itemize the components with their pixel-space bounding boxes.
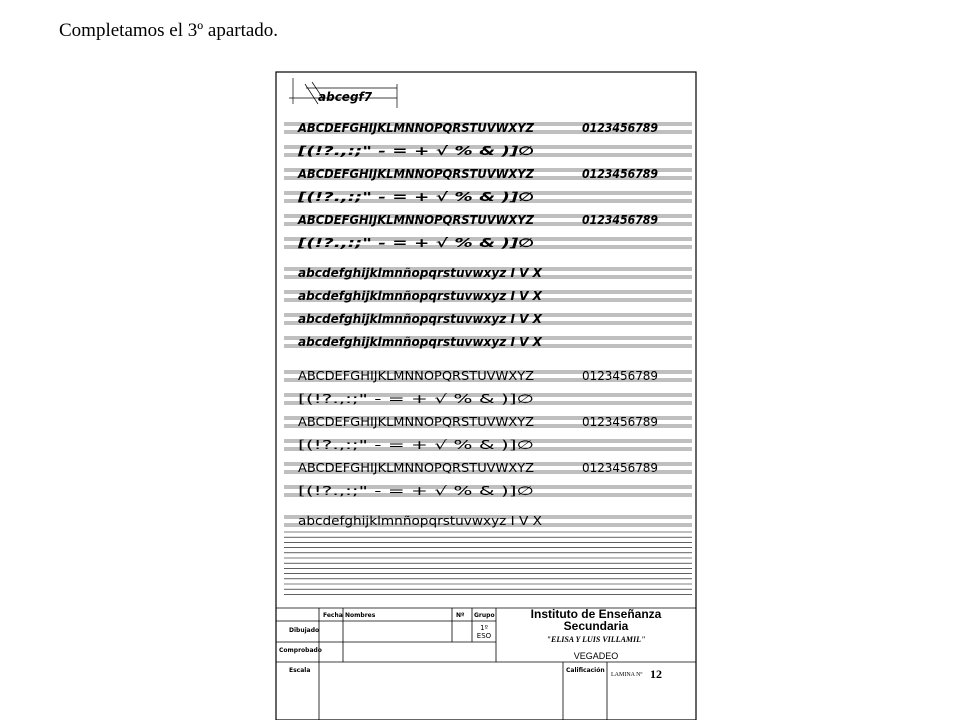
col-fecha-label: Fecha xyxy=(323,612,343,619)
col-grupo-label: Grupo xyxy=(474,612,495,619)
practice-letters: ABCDEFGHIJKLMNNOPQRSTUVWXYZ xyxy=(298,369,534,383)
practice-letters: ABCDEFGHIJKLMNNOPQRSTUVWXYZ xyxy=(298,461,534,475)
practice-letters: ABCDEFGHIJKLMNNOPQRSTUVWXYZ xyxy=(298,415,534,429)
header-sample-text: abcegf7 xyxy=(318,90,373,104)
school-name: "ELISA Y LUIS VILLAMIL" xyxy=(546,635,646,644)
col-no-label: Nº xyxy=(456,612,465,619)
practice-letters: [(!?.,:;" - = + √ % & )]∅ xyxy=(298,438,534,452)
school-line1: Instituto de Enseñanza xyxy=(530,607,662,621)
school-line2: Secundaria xyxy=(563,619,629,633)
practice-digits: 0123456789 xyxy=(582,369,658,383)
practice-letters: abcdefghijklmnñopqrstuvwxyz I V X xyxy=(298,266,543,280)
practice-digits: 0123456789 xyxy=(582,121,658,135)
practice-letters: [(!?.,:;" - = + √ % & )]∅ xyxy=(296,144,534,158)
practice-digits: 0123456789 xyxy=(582,415,658,429)
practice-digits: 0123456789 xyxy=(582,213,658,227)
grupo-value: 1º ESO xyxy=(476,624,492,640)
practice-letters: ABCDEFGHIJKLMNNOPQRSTUVWXYZ xyxy=(297,167,535,181)
row-comprobado-label: Comprobado xyxy=(279,647,322,654)
practice-letters: [(!?.,:;" - = + √ % & )]∅ xyxy=(296,236,534,250)
practice-lines xyxy=(284,121,692,528)
calificacion-label: Calificación xyxy=(566,667,605,674)
practice-letters: abcdefghijklmnñopqrstuvwxyz I V X xyxy=(298,335,543,349)
practice-letters: abcdefghijklmnñopqrstuvwxyz I V X xyxy=(298,289,543,303)
page-caption: Completamos el 3º apartado. xyxy=(59,20,279,41)
practice-letters: ABCDEFGHIJKLMNNOPQRSTUVWXYZ xyxy=(297,121,535,135)
practice-letters: [(!?.,:;" - = + √ % & )]∅ xyxy=(298,392,534,406)
blank-ruled-lines xyxy=(284,532,692,594)
town-name: VEGADEO xyxy=(573,651,619,661)
practice-letters: [(!?.,:;" - = + √ % & )]∅ xyxy=(298,484,534,498)
practice-letters: [(!?.,:;" - = + √ % & )]∅ xyxy=(296,190,534,204)
practice-letters: ABCDEFGHIJKLMNNOPQRSTUVWXYZ xyxy=(297,213,535,227)
practice-letters: abcdefghijklmnñopqrstuvwxyz I V X xyxy=(298,312,543,326)
col-nombres-label: Nombres xyxy=(345,612,376,619)
practice-digits: 0123456789 xyxy=(582,461,658,475)
row-dibujado-label: Dibujado xyxy=(289,627,320,634)
row-escala-label: Escala xyxy=(289,667,311,674)
practice-digits: 0123456789 xyxy=(582,167,658,181)
lamina-number: 12 xyxy=(650,667,662,681)
lamina-label: LAMINA Nº xyxy=(611,672,643,678)
practice-letters: abcdefghijklmnñopqrstuvwxyz I V X xyxy=(298,514,542,528)
